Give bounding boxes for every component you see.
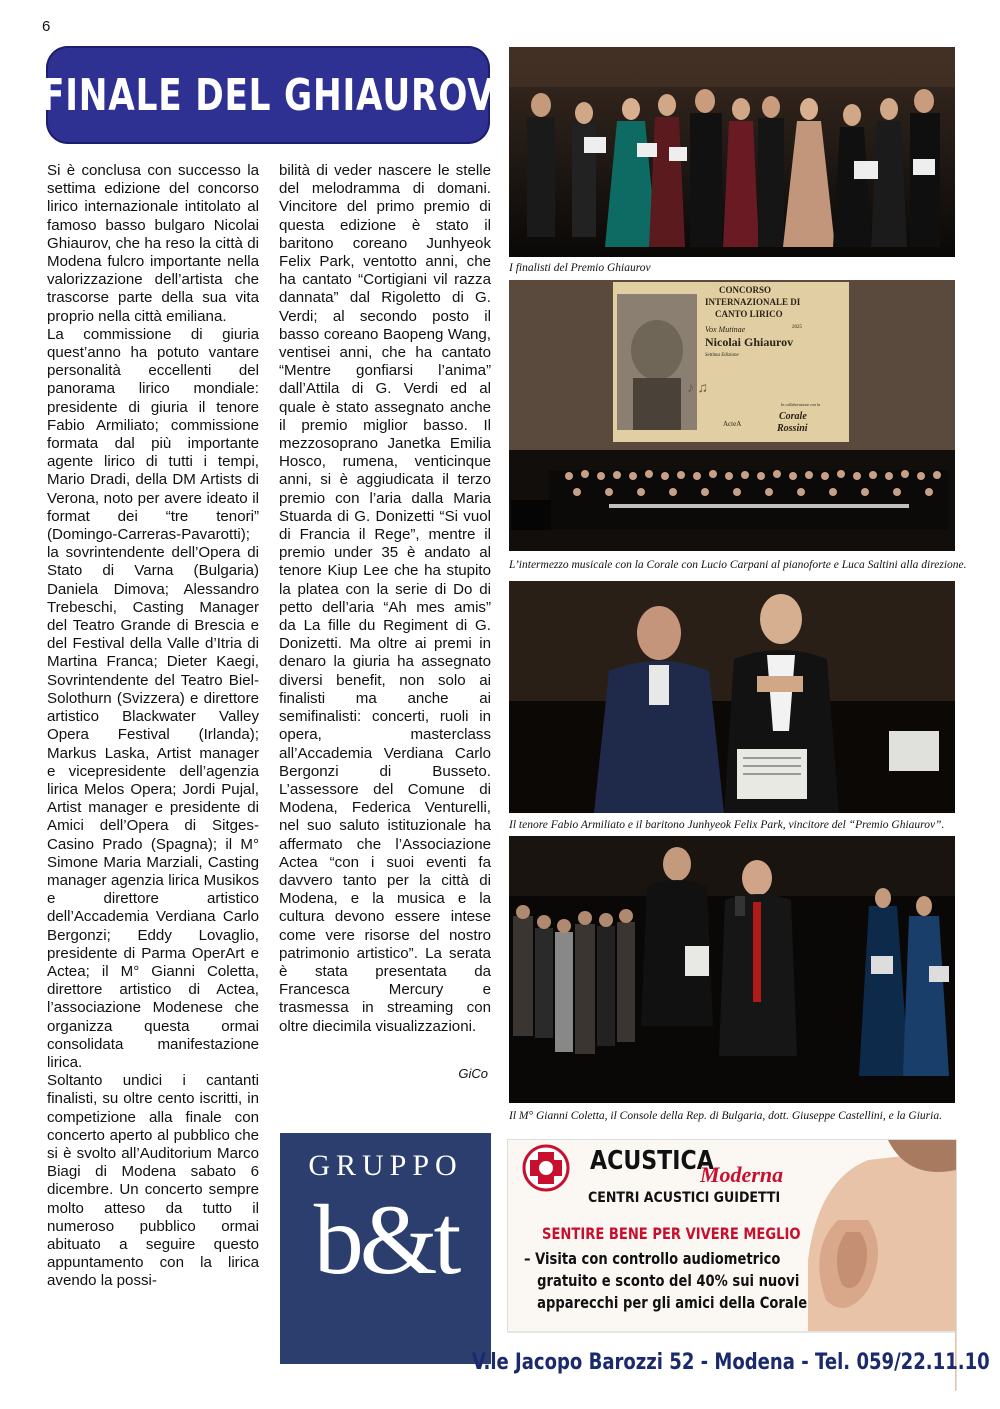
ad-offer-line1: – Visita con controllo audiometrico bbox=[524, 1249, 781, 1268]
article-column-1 bbox=[47, 162, 259, 1291]
screen-text-line2: INTERNAZIONALE DI bbox=[705, 297, 801, 307]
screen-text-line1: CONCORSO bbox=[719, 285, 772, 295]
ad-offer-line3: apparecchi per gli amici della Corale bbox=[537, 1293, 808, 1312]
ad-acustica-address: V.le Jacopo Barozzi 52 - Modena - Tel. 059/22.11.10 bbox=[472, 1349, 990, 1375]
paragraph: Si è conclusa con successo la settima edizione del concorso lirico internazionale intitolato al famoso basso bulgaro Nicolai Ghiaurov, che ha reso la città di Modena fulcro importante nella valorizzazione dell’artista che trascorse parte della sua vita proprio nella città emiliana. bbox=[47, 162, 259, 325]
article-title-banner bbox=[41, 46, 495, 144]
photo-speakers bbox=[509, 836, 955, 1103]
ad-brand-logo: b&t bbox=[313, 1184, 458, 1295]
screen-edition: Settima Edizione bbox=[705, 353, 739, 358]
finalists-photo-illustration bbox=[509, 47, 955, 257]
projection-screen bbox=[613, 282, 849, 442]
photo-finalists bbox=[509, 47, 955, 257]
caption-photo-2: L’intermezzo musicale con la Corale con Lucio Carpani al pianoforte e Luca Saltini alla direzione. bbox=[509, 559, 967, 571]
ad-acustica-offer bbox=[524, 1248, 807, 1314]
winner-photo-illustration bbox=[509, 581, 955, 813]
paragraph: Soltanto undici i cantanti finalisti, su oltre cento iscritti, in competizione alla finale con concerto aperto al pubblico che si è svolto all’Auditorium Marco Biagi di Modena sabato 6 dicembre. Un concerto sempre molto atteso da tutto il numeroso pubblico ormai abituato a seguire questo appuntamento con la lirica avendo la possi- bbox=[47, 1072, 259, 1290]
paragraph: La commissione di giuria quest’anno ha potuto vantare personalità eccellenti del panorama lirico mondiale: presidente di giuria il tenore Fabio Armiliato; commissione formata dal più importante agente lirico di tutti i tempi, Mario Dradi, della DM Artists di Verona, noto per avere ideato il format dei “tre tenori” (Domingo-Carreras-Pavarotti); la sovrintendente dell’Opera di Stato di Varna (Bulgaria) Daniela Dimova; Alessandro Trebeschi, Casting Manager del Teatro Grande di Brescia e del Festival della Valle d’Itria di Martina Franca; Dieter Kaegi, Sovrintendente del Teatro Biel-Solothurn (Svizzera) e direttore artistico Blackwater Valley Opera Festival (Irlanda); Markus Laska, Artist manager e vicepresidente dell’agenzia lirica Melos Opera; Jordi Pujal, Artist manager e presidente di Amici dell’Opera di Sitges-Casino Prado (Spagna); il M° Simone Maria Marziali, Casting manager agenzia lirica Musikos e direttore artistico dell’Accademia Verdiana Carlo Bergonzi; Eddy Lovaglio, presidente di Parma OperArt e Actea; il M° Gianni Coletta, direttore artistico di Actea, l’associazione Modenese che organizza questa ormai consolidata manifestazione lirica. bbox=[47, 325, 259, 1071]
screen-rossini: Rossini bbox=[777, 423, 808, 434]
screen-logo: ActeA bbox=[723, 420, 742, 428]
caption-photo-1: I finalisti del Premio Ghiaurov bbox=[509, 262, 651, 274]
screen-text-line3: CANTO LIRICO bbox=[715, 309, 783, 319]
ad-gruppo-url[interactable]: www.gruppobt.com bbox=[301, 1342, 470, 1362]
ad-gruppo-bt[interactable] bbox=[280, 1133, 491, 1364]
article-column-2 bbox=[279, 162, 491, 1036]
ad-acustica-subtitle: CENTRI ACUSTICI GUIDETTI bbox=[588, 1190, 781, 1206]
screen-collab: In collaborazione con la bbox=[781, 402, 821, 407]
photo-choir bbox=[509, 280, 955, 551]
photo-winner bbox=[509, 581, 955, 813]
page-number: 6 bbox=[42, 18, 51, 35]
ad-offer-line2: gratuito e sconto del 40% sui nuovi bbox=[537, 1271, 800, 1290]
svg-text:♪ ♫: ♪ ♫ bbox=[687, 381, 708, 396]
article-title: FINALE DEL GHIAUROV bbox=[41, 69, 495, 121]
ad-acustica-address-bar bbox=[472, 1331, 990, 1391]
ad-gruppo-label: GRUPPO bbox=[308, 1149, 463, 1182]
ad-acustica-brand: ACUSTICA bbox=[590, 1146, 714, 1176]
screen-year: 2025 bbox=[792, 325, 802, 330]
ad-acustica-brand2: Moderna bbox=[700, 1162, 784, 1187]
speakers-photo-illustration bbox=[509, 836, 955, 1103]
author-signature: GiCo bbox=[458, 1066, 488, 1081]
screen-vox: Vox Mutinae bbox=[705, 325, 746, 334]
caption-photo-4: Il M° Gianni Coletta, il Console della Rep. di Bulgaria, dott. Giuseppe Castellini, e la Giuria. bbox=[509, 1110, 942, 1122]
paragraph: bilità di veder nascere le stelle del melodramma di domani. Vincitore del primo premio di questa edizione è stato il baritono coreano Junhyeok Felix Park, ventotto anni, che ha cantato “Cortigiani vil razza dannata” dal Rigoletto di G. Verdi; al secondo posto il basso coreano Baopeng Wang, ventisei anni, che ha cantato “Mentre gonfiarsi l’anima” dall’Attila di G. Verdi ed al quale è stato assegnato anche il premio miglior basso. Il mezzosoprano Janetka Emilia Hosco, rumena, venticinque anni, si è aggiudicata il terzo premio con l’aria dalla Maria Stuarda di G. Donizetti “Si vuol di Francia il Rege”, mentre il premio under 35 è andato al tenore Kiup Lee che ha stupito la platea con la serie di Do di petto dell’aria “Ah mes amis” da La fille du Regiment di G. Donizetti. Ma oltre ai premi in denaro la giuria ha assegnato diversi benefit, non solo ai finalisti ma anche ai semifinalisti: concerti, ruoli in opera, masterclass all’Accademia Verdiana Carlo Bergonzi di Busseto. L’assessore del Comune di Modena, Federica Venturelli, nel suo saluto istituzionale ha affermato che l’Associazione Actea “con i suoi eventi fa davvero tanto per la città di Modena, e la musica e la cultura devono essere intese come vere risorse del nostro patrimonio artistico”. La serata è stata presentata da Francesca Mercury e trasmessa in streaming con oltre diecimila visualizzazioni. bbox=[279, 162, 491, 1035]
choir-photo-illustration bbox=[509, 280, 955, 551]
caption-photo-3: Il tenore Fabio Armiliato e il baritono Junhyeok Felix Park, vincitore del “Premio Ghiaurov”. bbox=[509, 819, 945, 831]
screen-name: Nicolai Ghiaurov bbox=[705, 335, 794, 349]
screen-corale: Corale bbox=[779, 411, 807, 422]
ad-acustica-headline: SENTIRE BENE PER VIVERE MEGLIO bbox=[542, 1224, 801, 1243]
